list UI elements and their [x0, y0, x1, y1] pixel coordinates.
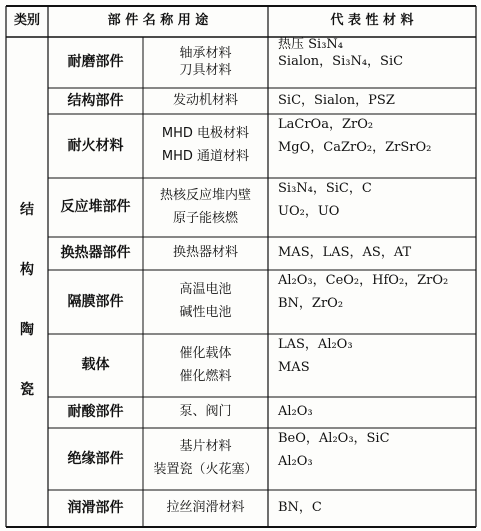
use-item: 原子能核燃 — [172, 210, 238, 226]
part-wear: 耐磨部件 — [67, 54, 124, 71]
use-cell — [143, 37, 268, 88]
material-cell — [278, 114, 474, 178]
material-item: LaCrOa，ZrO₂ — [278, 117, 374, 132]
material-cell — [278, 270, 474, 334]
use-item: 泵、阀门 — [179, 404, 232, 420]
type-char: 结 — [20, 202, 34, 218]
use-item: MHD 通道材料 — [161, 149, 250, 164]
use-item: 刀具材料 — [179, 62, 232, 78]
type-char: 瓷 — [20, 382, 34, 398]
material-item: Al₂O₃ — [278, 404, 313, 420]
material-item: Si₃N₄，SiC，C — [278, 181, 372, 196]
header-use: 部 件 名 称 用 途 — [107, 13, 209, 29]
material-item: Al₂O₃，CeO₂，HfO₂，ZrO₂ — [278, 273, 449, 288]
use-item: 基片材料 — [179, 439, 232, 455]
use-cell — [143, 428, 268, 490]
use-item: 拉丝润滑材料 — [166, 500, 245, 516]
type-label — [6, 180, 48, 420]
use-item: 发动机材料 — [172, 92, 238, 108]
use-item: 碱性电池 — [179, 305, 232, 320]
material-item: UO₂，UO — [278, 203, 340, 219]
part-diaphragm: 隔膜部件 — [67, 293, 124, 310]
use-cell — [143, 178, 268, 237]
use-item: 轴承材料 — [179, 45, 232, 61]
part-carrier: 载体 — [81, 357, 110, 374]
part-refractory: 耐火材料 — [67, 137, 124, 154]
material-item: MgO，CaZrO₂，ZrSrO₂ — [278, 139, 432, 155]
material-item: BN，C — [278, 500, 322, 516]
type-char: 构 — [20, 262, 34, 278]
part-structural: 结构部件 — [67, 92, 124, 109]
header-material: 代 表 性 材 料 — [330, 13, 414, 29]
material-item: 热压 Si₃N₄ — [278, 37, 343, 52]
use-cell — [143, 114, 268, 178]
header-type: 类别 — [13, 13, 40, 29]
material-item: Sialon，Si₃N₄，SiC — [278, 53, 404, 69]
use-item: MHD 电极材料 — [161, 126, 250, 142]
material-item: SiC，Sialon，PSZ — [278, 92, 395, 108]
use-item: 高温电池 — [179, 282, 232, 298]
use-item: 催化燃料 — [179, 368, 232, 384]
use-item: 装置瓷（火花塞） — [153, 462, 258, 477]
use-cell — [143, 270, 268, 334]
material-item: LAS，Al₂O₃ — [278, 337, 353, 352]
material-item: MAS — [278, 359, 310, 375]
part-insulation: 绝缘部件 — [67, 450, 124, 467]
material-cell — [278, 428, 474, 490]
use-item: 换热器材料 — [172, 245, 238, 261]
part-lubrication: 润滑部件 — [67, 500, 124, 517]
use-item: 催化载体 — [179, 345, 232, 361]
material-item: BeO，Al₂O₃，SiC — [278, 431, 390, 446]
material-item: BN，ZrO₂ — [278, 295, 344, 311]
material-item: MAS，LAS，AS，AT — [278, 245, 412, 261]
part-heat-exchanger: 换热器部件 — [60, 245, 131, 262]
use-cell — [143, 334, 268, 397]
use-item: 热核反应堆内壁 — [159, 187, 251, 203]
material-cell — [278, 37, 474, 88]
type-char: 陶 — [20, 322, 34, 338]
material-cell — [278, 334, 474, 397]
material-cell — [278, 178, 474, 237]
part-reactor: 反应堆部件 — [60, 199, 131, 216]
material-item: Al₂O₃ — [278, 453, 313, 469]
part-acid-resistant: 耐酸部件 — [67, 404, 124, 421]
